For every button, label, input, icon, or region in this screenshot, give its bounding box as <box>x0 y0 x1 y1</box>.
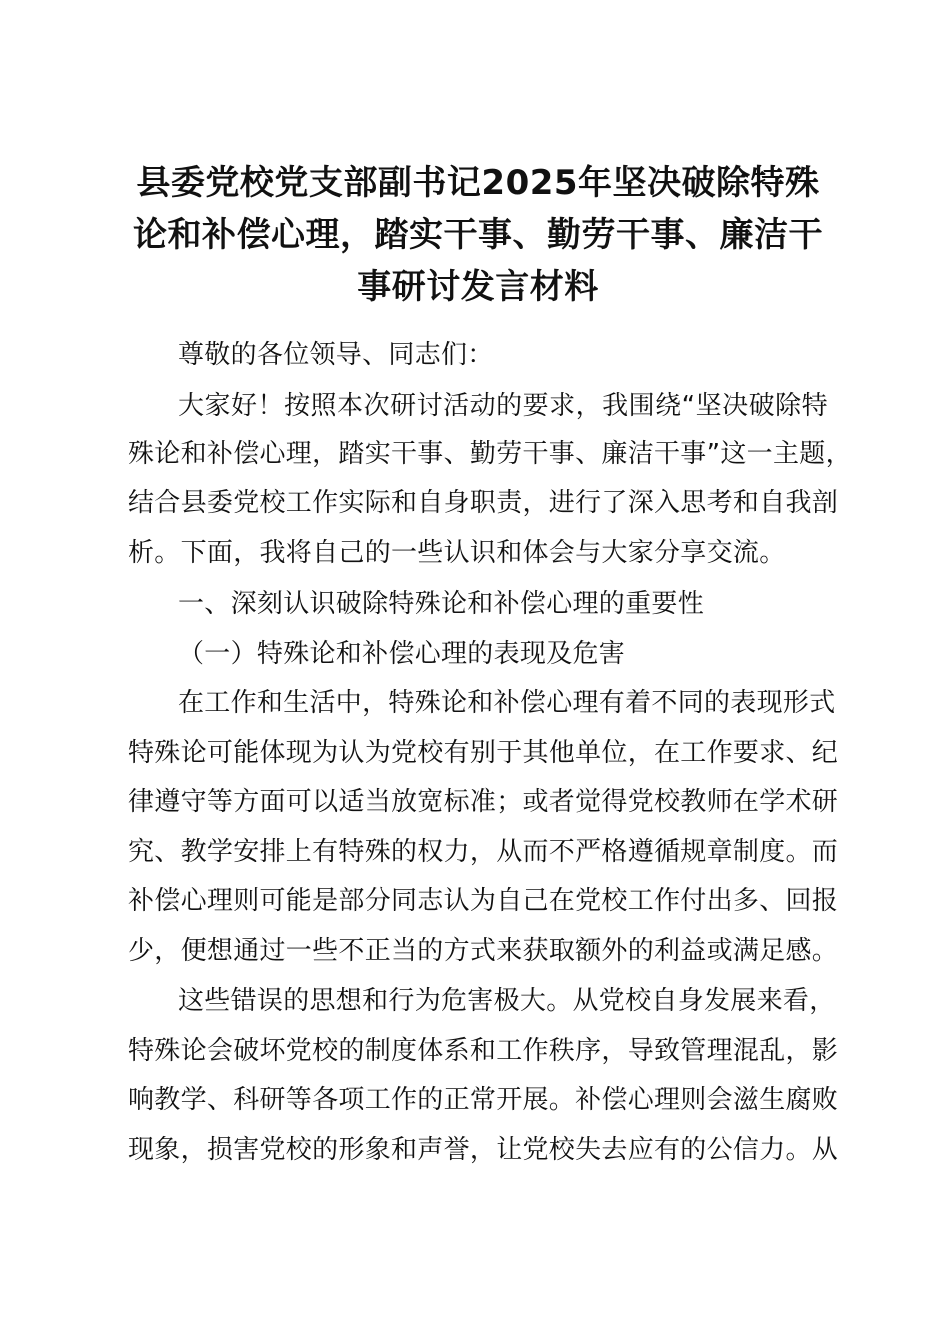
paragraph-line: 少，便想通过一些不正当的方式来获取额外的利益或满足感。 <box>128 936 839 966</box>
paragraph-line: 特殊论会破坏党校的制度体系和工作秩序，导致管理混乱，影 <box>128 1036 839 1066</box>
paragraph-line: 大家好！按照本次研讨活动的要求，我围绕“坚决破除特 <box>178 391 828 421</box>
salutation: 尊敬的各位领导、同志们： <box>178 340 494 370</box>
paragraph-line: 究、教学安排上有特殊的权力，从而不严格遵循规章制度。而 <box>128 837 839 867</box>
section-heading: 一、深刻认识破除特殊论和补偿心理的重要性 <box>178 589 705 619</box>
paragraph-line: 析。下面，我将自己的一些认识和体会与大家分享交流。 <box>128 538 786 568</box>
paragraph-line: 在工作和生活中，特殊论和补偿心理有着不同的表现形式 <box>178 688 836 718</box>
title-line: 论和补偿心理，踏实干事、勤劳干事、廉洁干 <box>133 215 823 255</box>
paragraph-line: 补偿心理则可能是部分同志认为自己在党校工作付出多、回报 <box>128 886 839 916</box>
title-line: 县委党校党支部副书记2025年坚决破除特殊 <box>136 163 820 203</box>
paragraph-line: 特殊论可能体现为认为党校有别于其他单位，在工作要求、纪 <box>128 738 839 768</box>
title-line: 事研讨发言材料 <box>357 267 599 307</box>
paragraph-line: 殊论和补偿心理，踏实干事、勤劳干事、廉洁干事”这一主题， <box>128 439 852 469</box>
document-title <box>128 157 828 313</box>
paragraph-line: 结合县委党校工作实际和自身职责，进行了深入思考和自我剖 <box>128 488 839 518</box>
paragraph-line: 律遵守等方面可以适当放宽标准；或者觉得党校教师在学术研 <box>128 787 839 817</box>
paragraph-line: 响教学、科研等各项工作的正常开展。补偿心理则会滋生腐败 <box>128 1085 839 1115</box>
paragraph-line: 这些错误的思想和行为危害极大。从党校自身发展来看， <box>178 986 836 1016</box>
paragraph-line: 现象，损害党校的形象和声誉，让党校失去应有的公信力。从 <box>128 1135 839 1165</box>
subsection-heading: （一）特殊论和补偿心理的表现及危害 <box>178 639 626 669</box>
